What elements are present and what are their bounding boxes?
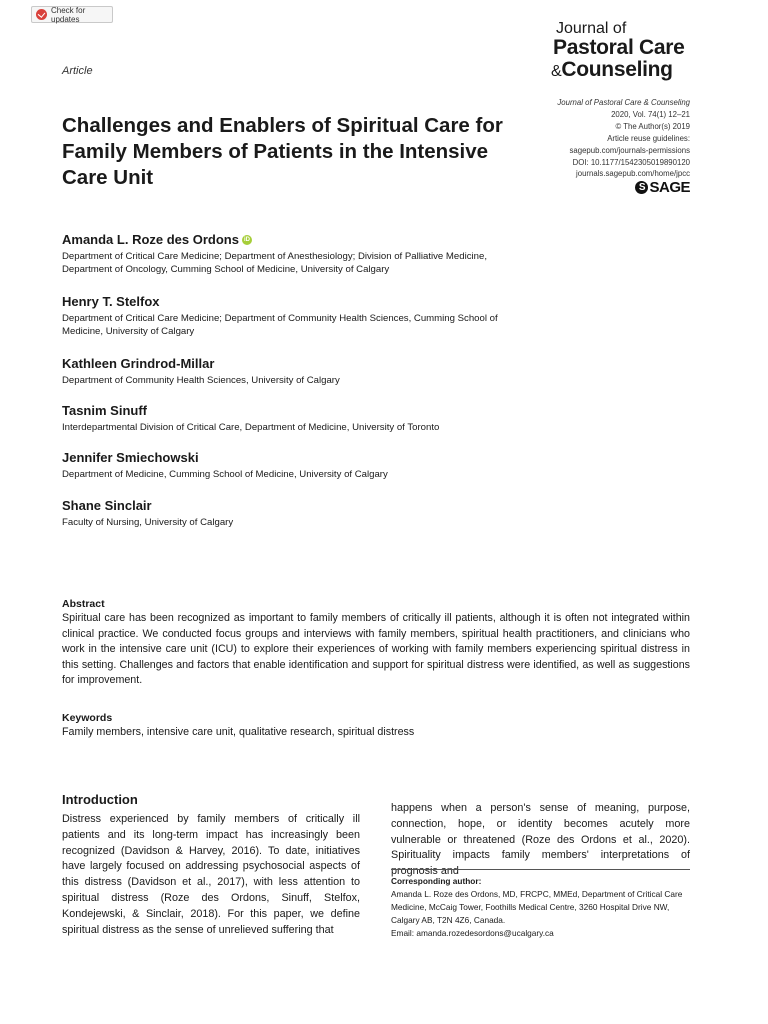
meta-journal-name: Journal of Pastoral Care & Counseling bbox=[557, 98, 690, 107]
keywords-text: Family members, intensive care unit, qualitative research, spiritual distress bbox=[62, 726, 415, 738]
author-affiliation: Department of Critical Care Medicine; Department of Community Health Sciences, Cumming School of Medicine, University of Calgary bbox=[62, 313, 498, 337]
corresponding-author bbox=[391, 875, 690, 940]
journal-name-line1: Journal of bbox=[556, 20, 627, 37]
keywords-heading: Keywords bbox=[62, 712, 113, 724]
meta-reuse: Article reuse guidelines: bbox=[607, 133, 690, 143]
author-block bbox=[62, 294, 532, 338]
author-block bbox=[62, 450, 532, 481]
corresponding-author-label: Corresponding author: bbox=[391, 876, 482, 886]
footnote-divider bbox=[391, 869, 690, 870]
author-name: Amanda L. Roze des Ordons bbox=[62, 232, 239, 247]
author-affiliation: Department of Critical Care Medicine; Department of Anesthesiology; Division of Palliative Medicine, Department of Oncology, Cumming School of Medicine, University of Calgary bbox=[62, 251, 487, 275]
check-for-updates-label: Check for updates bbox=[51, 5, 86, 24]
orcid-icon[interactable]: iD bbox=[243, 236, 250, 243]
author-affiliation: Interdepartmental Division of Critical Care, Department of Medicine, University of Toronto bbox=[62, 422, 440, 433]
author-block bbox=[62, 498, 532, 529]
author-affiliation: Faculty of Nursing, University of Calgary bbox=[62, 517, 234, 528]
corresponding-author-email[interactable]: Email: amanda.rozedesordons@ucalgary.ca bbox=[391, 928, 554, 938]
article-meta bbox=[500, 97, 690, 180]
introduction-column-left: Distress experienced by family members of critically ill patients and its long-term impact has increasingly been recognized (Davidson & Harvey, 2016). To date, initiatives have largely focused on addressing psychosocial aspects of this distress (Davidson et al., 2017), with less attention to spiritual distress (Roze des Ordons, Sinuff, Stelfox, Kondejewski, & Sinclair, 2018). For this paper, we define spiritual distress as the sense of unrelieved suffering that bbox=[62, 813, 360, 936]
meta-volume: 2020, Vol. 74(1) 12–21 bbox=[611, 109, 690, 119]
author-block bbox=[62, 356, 532, 387]
author-affiliation: Department of Medicine, Cumming School of Medicine, University of Calgary bbox=[62, 469, 388, 480]
introduction-column-right: happens when a person's sense of meaning, purpose, connection, hope, or identity becomes acutely more vulnerable or threatened (Roze des Ordons et al., 2020). Spirituality impacts family members' interpretations of prognosis and bbox=[391, 802, 690, 878]
sage-logo bbox=[635, 179, 690, 196]
meta-doi-link[interactable]: DOI: 10.1177/1542305019890120 bbox=[572, 157, 690, 167]
introduction-heading: Introduction bbox=[62, 792, 138, 807]
author-name: Kathleen Grindrod-Millar bbox=[62, 356, 215, 371]
author-name: Henry T. Stelfox bbox=[62, 294, 160, 309]
update-check-icon bbox=[36, 9, 47, 20]
author-block bbox=[62, 232, 532, 276]
meta-home-link[interactable]: journals.sagepub.com/home/jpcc bbox=[576, 169, 690, 179]
author-block bbox=[62, 403, 532, 434]
abstract-heading: Abstract bbox=[62, 598, 105, 610]
abstract-text: Spiritual care has been recognized as important to family members of critically ill patients, although it is often not integrated within clinical practice. We conducted focus groups and interviews with family members, spiritual health practitioners, and clinicians who work in the intensive care unit (ICU) to explore their experiences of working with family members experiencing spiritual distress in this setting. Challenges and factors that enable identification and support for spiritual distress were identified, as well as suggestions for improvement. bbox=[62, 612, 690, 686]
author-name: Jennifer Smiechowski bbox=[62, 450, 199, 465]
meta-permissions-link[interactable]: sagepub.com/journals-permissions bbox=[569, 145, 690, 155]
corresponding-author-address: Amanda L. Roze des Ordons, MD, FRCPC, MMEd, Department of Critical Care Medicine, McCaig Tower, Foothills Medical Centre, 3260 Hospital Drive NW, Calgary AB, T2N 4Z6, Canada. bbox=[391, 889, 683, 925]
article-type-label: Article bbox=[62, 65, 93, 77]
author-name: Tasnim Sinuff bbox=[62, 403, 147, 418]
sage-s-icon: S bbox=[635, 181, 648, 194]
journal-name-line3 bbox=[551, 58, 673, 82]
author-name: Shane Sinclair bbox=[62, 498, 152, 513]
sage-wordmark: SAGE bbox=[649, 179, 690, 196]
article-title: Challenges and Enablers of Spiritual Care for Family Members of Patients in the Intensive Care Unit bbox=[62, 114, 503, 189]
journal-ampersand: & bbox=[551, 63, 562, 80]
keywords-section bbox=[62, 712, 690, 740]
journal-counseling: Counseling bbox=[561, 58, 673, 81]
meta-copyright: © The Author(s) 2019 bbox=[615, 121, 690, 131]
check-for-updates-button[interactable] bbox=[31, 6, 113, 23]
abstract-section bbox=[62, 598, 690, 689]
journal-name-line2: Pastoral Care bbox=[553, 36, 685, 59]
author-affiliation: Department of Community Health Sciences, University of Calgary bbox=[62, 375, 340, 386]
